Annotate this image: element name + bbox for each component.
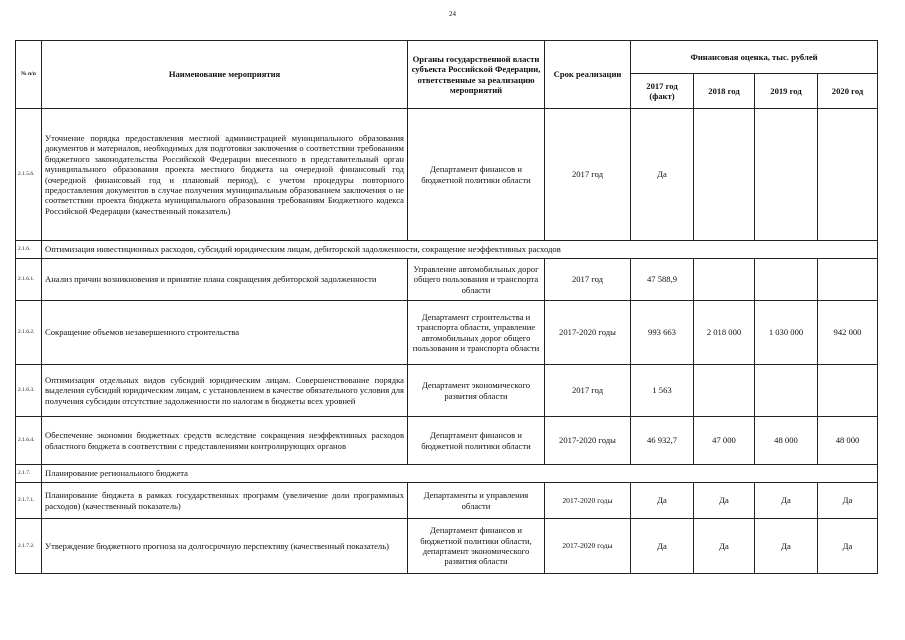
responsible-organ: Департамент финансов и бюджетной политики области — [408, 109, 545, 241]
finance-2018: Да — [694, 483, 755, 519]
row-number: 2.1.5.6. — [16, 109, 42, 241]
finance-2019: Да — [755, 483, 818, 519]
section-number: 2.1.6. — [16, 241, 42, 259]
table-row — [16, 301, 878, 365]
row-number: 2.1.7.2. — [16, 519, 42, 574]
table-row — [16, 259, 878, 301]
measure-name: Сокращение объемов незавершенного строительства — [42, 301, 408, 365]
finance-2018: 2 018 000 — [694, 301, 755, 365]
measure-name: Планирование бюджета в рамках государственных программ (увеличение доли программных расходов) (качественный показатель) — [42, 483, 408, 519]
table-row — [16, 483, 878, 519]
header-num: № п/п — [16, 41, 42, 109]
responsible-organ: Департамент строительства и транспорта области, управление автомобильных дорог общего пользования и транспорта области — [408, 301, 545, 365]
finance-2018 — [694, 109, 755, 241]
table-row — [16, 365, 878, 417]
implementation-term: 2017-2020 годы — [545, 301, 631, 365]
measure-name: Анализ причин возникновения и принятие плана сокращения дебиторской задолженности — [42, 259, 408, 301]
finance-2020: Да — [818, 519, 878, 574]
header-year-2020: 2020 год — [818, 74, 878, 109]
section-row — [16, 465, 878, 483]
finance-2020 — [818, 365, 878, 417]
finance-2019: 1 030 000 — [755, 301, 818, 365]
finance-2020: 942 000 — [818, 301, 878, 365]
responsible-organ: Управление автомобильных дорог общего пользования и транспорта области — [408, 259, 545, 301]
finance-2019 — [755, 365, 818, 417]
row-number: 2.1.6.1. — [16, 259, 42, 301]
header-term: Срок реализации — [545, 41, 631, 109]
implementation-term: 2017 год — [545, 259, 631, 301]
finance-2017: 993 663 — [631, 301, 694, 365]
responsible-organ: Департаменты и управления области — [408, 483, 545, 519]
table-row — [16, 519, 878, 574]
finance-2018 — [694, 259, 755, 301]
header-finance: Финансовая оценка, тыс. рублей — [631, 41, 878, 74]
measure-name: Оптимизация отдельных видов субсидий юридическим лицам. Совершенствование порядка выделения субсидий юридическим лицам, с установлением в качестве обязательного условия для получения субсидии отсутствие задолженности по налогам в бюджеты всех уровней — [42, 365, 408, 417]
measure-name: Уточнение порядка предоставления местной администрацией муниципального образования документов и материалов, необходимых для подготовки заключения о соответствии требованиям бюджетного законодательства Российской Федерации внесенного в представительный орган муниципального образования проекта местного бюджета на очередной финансовый год (очередной финансовый год и плановый период), с учетом процедуры повторного предоставления документов в случае получения муниципальным образованием заключения о не соответствии проекта бюджета муниципального образования требованиям Бюджетного кодекса Российской Федерации (качественный показатель) — [42, 109, 408, 241]
finance-2019 — [755, 109, 818, 241]
responsible-organ: Департамент финансов и бюджетной политики области, департамент экономического развития области — [408, 519, 545, 574]
finance-2017: 46 932,7 — [631, 417, 694, 465]
row-number: 2.1.6.3. — [16, 365, 42, 417]
section-title: Планирование регионального бюджета — [42, 465, 878, 483]
responsible-organ: Департамент финансов и бюджетной политики области — [408, 417, 545, 465]
responsible-organ: Департамент экономического развития области — [408, 365, 545, 417]
row-number: 2.1.6.4. — [16, 417, 42, 465]
finance-2019 — [755, 259, 818, 301]
page-number: 24 — [449, 10, 456, 18]
finance-2019: 48 000 — [755, 417, 818, 465]
table-header — [16, 41, 878, 109]
implementation-term: 2017-2020 годы — [545, 417, 631, 465]
finance-2018: 47 000 — [694, 417, 755, 465]
row-number: 2.1.6.2. — [16, 301, 42, 365]
finance-2018 — [694, 365, 755, 417]
finance-2020: Да — [818, 483, 878, 519]
section-row — [16, 241, 878, 259]
finance-2020 — [818, 109, 878, 241]
row-number: 2.1.7.1. — [16, 483, 42, 519]
section-number: 2.1.7. — [16, 465, 42, 483]
table-row — [16, 109, 878, 241]
implementation-term: 2017-2020 годы — [545, 483, 631, 519]
finance-2017: 1 563 — [631, 365, 694, 417]
table-row — [16, 417, 878, 465]
finance-2017: Да — [631, 109, 694, 241]
finance-2017: Да — [631, 519, 694, 574]
header-year-2019: 2019 год — [755, 74, 818, 109]
finance-2020 — [818, 259, 878, 301]
section-title: Оптимизация инвестиционных расходов, субсидий юридическим лицам, дебиторской задолженности, сокращение неэффективных расходов — [42, 241, 878, 259]
implementation-term: 2017-2020 годы — [545, 519, 631, 574]
finance-2017: 47 588,9 — [631, 259, 694, 301]
header-organs: Органы государственной власти субъекта Российской Федерации, ответственные за реализацию мероприятий — [408, 41, 545, 109]
implementation-term: 2017 год — [545, 109, 631, 241]
finance-2018: Да — [694, 519, 755, 574]
header-name: Наименование мероприятия — [42, 41, 408, 109]
measures-table — [15, 40, 878, 574]
finance-2017: Да — [631, 483, 694, 519]
implementation-term: 2017 год — [545, 365, 631, 417]
finance-2019: Да — [755, 519, 818, 574]
measure-name: Обеспечение экономии бюджетных средств вследствие сокращения неэффективных расходов областного бюджета в соответствии с представлениями контролирующих органов — [42, 417, 408, 465]
header-year-2018: 2018 год — [694, 74, 755, 109]
finance-2020: 48 000 — [818, 417, 878, 465]
header-year-2017: 2017 год (факт) — [631, 74, 694, 109]
measure-name: Утверждение бюджетного прогноза на долгосрочную перспективу (качественный показатель) — [42, 519, 408, 574]
